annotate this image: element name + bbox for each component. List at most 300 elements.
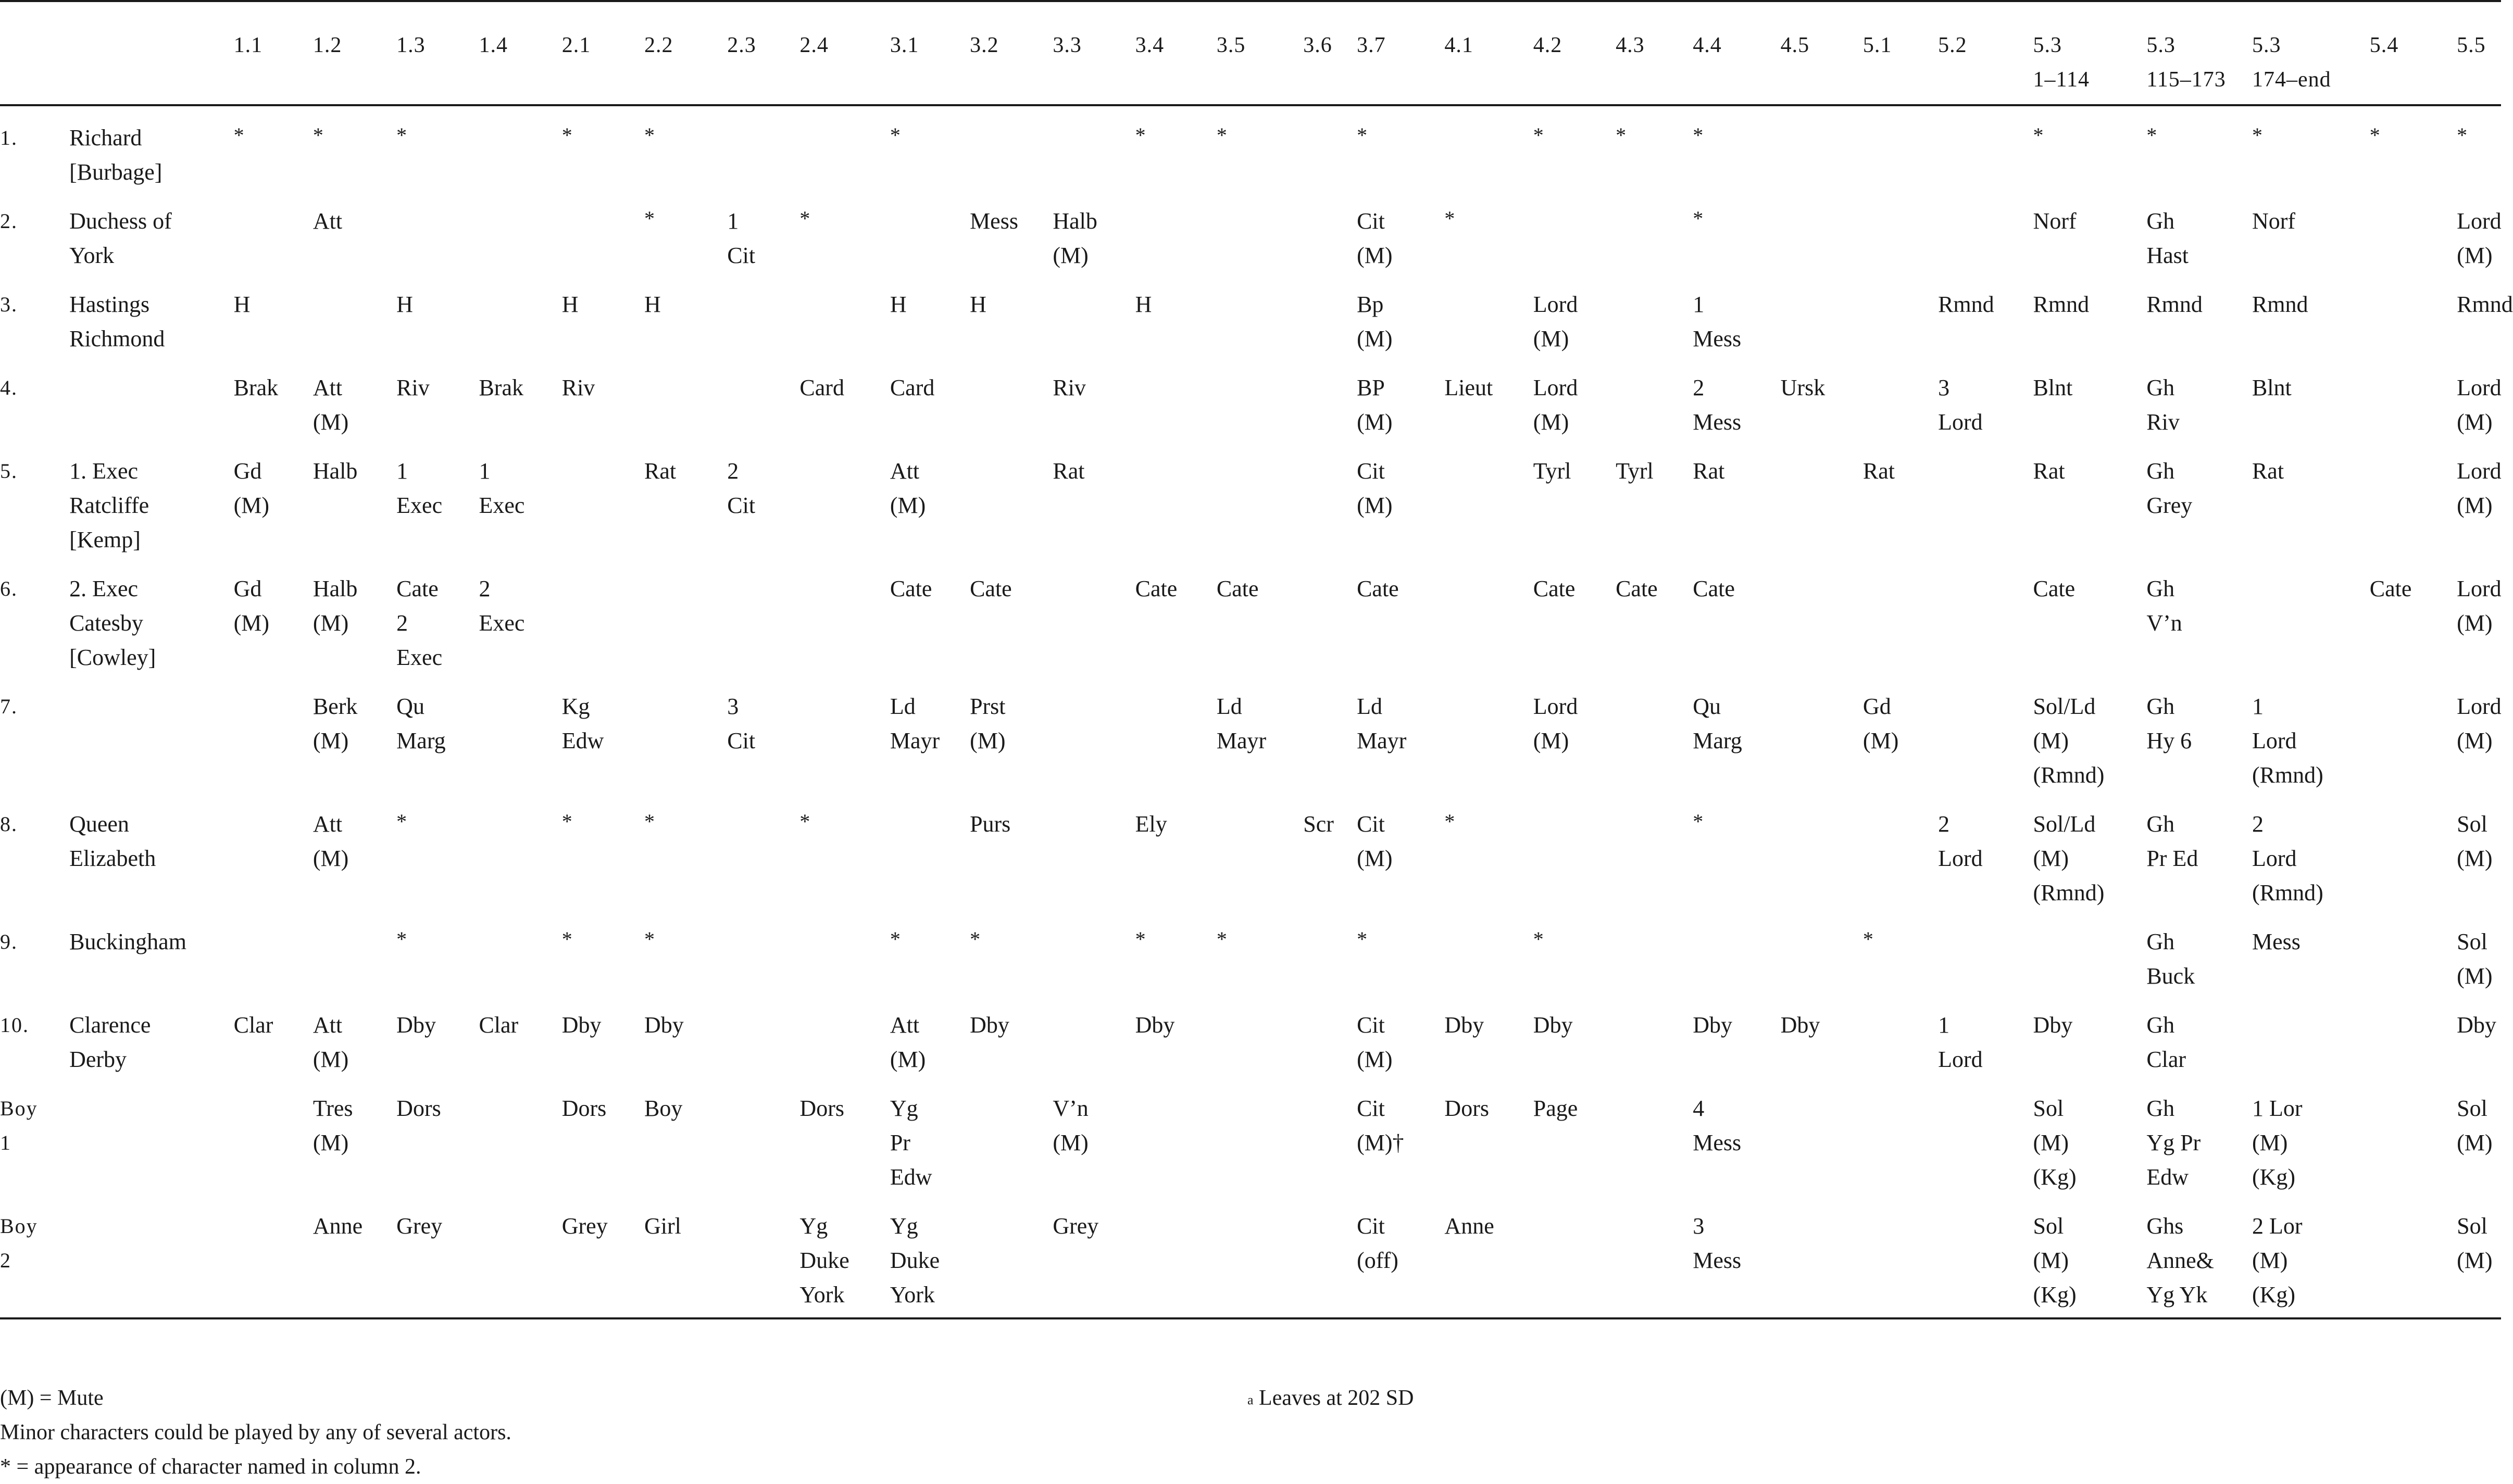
role-cell [1357,105,1444,190]
principal-role [69,190,234,273]
role-cell [1938,105,2033,190]
role-cell [2033,793,2147,910]
role-cell: Dors [561,1096,607,1121]
appearance-star: * [561,927,572,951]
role-cell: Grey [1053,1194,1135,1318]
appearance-star: * [644,123,655,147]
column-header: 1.4 [479,1,561,105]
role-cell: Rat [1053,458,1085,484]
cell-line: Edw [561,728,604,753]
footnote-mute: (M) = Mute [0,1386,104,1410]
appearance-star: * [396,123,407,147]
role-cell [727,356,799,439]
role-cell [1053,190,1135,273]
role-cell [1303,439,1357,557]
role-cell [1616,910,1693,993]
cell-line: (M) [312,409,349,435]
role-cell [479,675,561,793]
appearance-star: * [799,207,810,230]
cell-line: Lord [1938,409,1983,435]
cell-line: Att [312,811,343,837]
actor-number: 9. [0,930,18,953]
role-cell [2146,439,2252,557]
cell-line: Lord [2252,728,2297,753]
role-cell: Rat [644,458,677,484]
role-cell [727,557,799,675]
role-cell [1693,793,1780,910]
cell-line: 115–173 [2146,68,2226,92]
cell-line: Gh [2146,694,2175,719]
role-cell [2252,793,2370,910]
role-cell [1053,675,1135,793]
cell-line: Gh [2146,811,2175,837]
actor-number: 4. [0,376,18,399]
cell-line: Exec [396,645,443,670]
cell-line: Lord [1938,1047,1983,1072]
cell-line: Yg Pr [2146,1130,2201,1155]
cell-line: (M) [1357,243,1393,268]
cell-line: 2 [396,610,408,636]
cell-line: (Rmnd) [2033,880,2105,906]
role-cell [2252,1077,2370,1194]
role-cell: H [890,292,907,317]
role-cell [1444,273,1533,356]
appearance-star: * [970,927,981,951]
actor-number: 7. [0,695,18,718]
role-cell: Grey [562,1194,644,1318]
cell-line: Gd [233,458,262,484]
cell-line: Clarence [69,1012,151,1038]
cell-line: Gh [2146,208,2175,234]
role-cell [2146,557,2252,675]
appearance-star: * [644,810,655,833]
role-cell: Riv [561,375,595,400]
role-cell [562,439,644,557]
role-cell [2252,675,2370,793]
cell-line: Marg [1693,728,1742,753]
role-cell: Blnt [2033,375,2073,400]
cell-line: Sol [2457,1213,2487,1239]
cell-line: (M) [2457,1248,2493,1273]
role-cell [234,675,313,793]
column-header: 4.3 [1616,1,1693,105]
appearance-star: * [2457,123,2468,147]
role-cell: Halb [312,458,358,484]
scene-header-row [0,1,2501,105]
role-cell [1938,793,2033,910]
cell-line: Grey [2146,493,2193,518]
role-cell: Clar [479,1012,519,1038]
role-cell [1863,910,1938,993]
column-header: 3.3 [1053,1,1135,105]
role-cell [727,190,799,273]
actor-number: 6. [0,577,18,600]
appearance-star: * [2033,123,2044,147]
principal-role [69,1194,234,1318]
role-cell [313,1077,396,1194]
role-cell [562,557,644,675]
table-row [0,675,2501,793]
column-header: 3.4 [1135,1,1217,105]
appearance-star: * [890,927,901,951]
cell-line: Yg [799,1213,828,1239]
role-cell: Riv [1053,375,1086,400]
cell-line: Pr Ed [2146,846,2198,871]
column-header: 2.1 [562,1,644,105]
role-cell [1781,910,1863,993]
role-cell [1938,1194,2033,1318]
role-cell [1863,675,1938,793]
principal-role: Buckingham [69,929,186,954]
role-cell [1533,793,1616,910]
cell-line: (Rmnd) [2252,880,2323,906]
cell-line: (Kg) [2252,1164,2296,1190]
column-header: 5.5 [2457,1,2501,105]
cell-line: Qu [1693,694,1721,719]
column-header: 2.2 [644,1,727,105]
appearance-star: * [1135,123,1146,147]
cell-line: Lord [1533,694,1578,719]
role-cell [1863,993,1938,1077]
role-cell [727,1077,799,1194]
role-cell [1781,190,1863,273]
role-cell [727,105,799,190]
cell-line: Cit [1357,208,1385,234]
table-row [0,439,2501,557]
role-cell: Riv [396,375,430,400]
cell-line: Buck [2146,963,2195,989]
role-cell [1444,910,1533,993]
cell-line: Berk [312,694,358,719]
table-row [0,190,2501,273]
role-cell [1533,105,1616,190]
cell-line: Cate [396,576,439,601]
appearance-star: * [644,927,655,951]
cell-line: 3 [727,694,739,719]
cell-line: Lord [2457,576,2502,601]
cell-line: Halb [312,576,358,601]
cell-line: 174–end [2252,68,2331,92]
table-row [0,356,2501,439]
role-cell [562,793,644,910]
cell-line: Gh [2146,1096,2175,1121]
appearance-star: * [2146,123,2157,147]
principal-role [69,356,234,439]
cell-line: (M) [312,610,349,636]
role-cell: Dby [644,1012,684,1038]
role-cell [479,1077,561,1194]
role-cell [1616,993,1693,1077]
role-cell [644,910,727,993]
role-cell [1781,439,1863,557]
cell-line: (M) [1053,243,1089,268]
cell-line: Prst [970,694,1006,719]
role-cell [313,356,396,439]
appearance-star: * [1533,927,1544,951]
appearance-star: * [1693,123,1704,147]
role-cell [2370,793,2457,910]
column-header: 4.5 [1781,1,1863,105]
role-cell [1444,675,1533,793]
role-cell [2146,1194,2252,1318]
role-cell [1533,910,1616,993]
cell-line: Sol [2033,1213,2064,1239]
role-cell [970,1077,1053,1194]
column-header [69,1,234,105]
role-cell [479,910,561,993]
cell-line: Gh [2146,458,2175,484]
role-cell [727,1194,799,1318]
cell-line: Sol [2457,929,2487,954]
cell-line: Richmond [69,326,165,351]
table-row [0,105,2501,190]
role-cell [727,273,799,356]
cell-line: 1 [1693,292,1705,317]
appearance-star: * [890,123,901,147]
cell-line: Tres [312,1096,353,1121]
role-cell [890,910,970,993]
role-cell: Scr [1303,811,1334,837]
role-cell [2370,993,2457,1077]
role-cell: Dby [2033,1012,2073,1038]
role-cell [2146,675,2252,793]
role-cell [2370,910,2457,993]
role-cell [2146,993,2252,1077]
role-cell: H [1135,292,1152,317]
role-cell [396,910,479,993]
cell-line: 1 [479,458,491,484]
role-cell [2033,1077,2147,1194]
role-cell [644,557,727,675]
role-cell [2370,273,2457,356]
table-row [0,910,2501,993]
cell-line: 4 [1693,1096,1705,1121]
column-header: 1.3 [396,1,479,105]
cell-line: Clar [2146,1047,2186,1072]
role-cell [234,1194,313,1318]
cell-line: 2. Exec [69,576,139,601]
table-row [0,1077,2501,1194]
role-cell [2370,190,2457,273]
role-cell [1217,675,1303,793]
column-header [2252,1,2370,105]
column-header: 5.2 [1938,1,2033,105]
cell-line: Mayr [1216,728,1267,753]
role-cell: Cate [1135,576,1178,601]
appearance-star: * [1533,123,1544,147]
role-cell [1357,1194,1444,1318]
role-cell [1938,439,2033,557]
role-cell [1135,105,1217,190]
role-cell: Cate [2033,576,2076,601]
role-cell [1444,105,1533,190]
column-header: 4.4 [1693,1,1780,105]
table-row [0,273,2501,356]
role-cell [1863,105,1938,190]
role-cell: Rat [2252,458,2284,484]
cell-line: (M) [2457,963,2493,989]
role-cell [890,190,970,273]
role-cell [970,105,1053,190]
cell-line: Boy [0,1097,38,1120]
role-cell: Brak [233,375,279,400]
role-cell [1616,273,1693,356]
role-cell [1357,439,1444,557]
cell-line: Hastings [69,292,150,317]
role-cell [1938,910,2033,993]
role-cell [2457,439,2501,557]
role-cell [1863,1194,1938,1318]
role-cell [1303,910,1357,993]
role-cell: H [644,292,661,317]
role-cell [1863,356,1938,439]
role-cell [1693,1077,1780,1194]
role-cell [799,793,890,910]
appearance-star: * [1216,927,1227,951]
role-cell [1781,1077,1863,1194]
role-cell [799,273,890,356]
cell-line: Att [890,1012,920,1038]
role-cell: Clar [233,1012,273,1038]
role-cell [1217,793,1303,910]
principal-role [69,675,234,793]
role-cell [1303,356,1357,439]
role-cell: H [233,292,251,317]
footnote-marker: a [1247,1392,1254,1407]
role-cell: Mess [2252,929,2301,954]
column-header: 3.7 [1357,1,1444,105]
cell-line: (M) [2033,1248,2069,1273]
actor-number: 5. [0,459,18,483]
cell-line: Duke [890,1248,940,1273]
role-cell [1616,190,1693,273]
role-cell [1533,1194,1616,1318]
role-cell [2370,1077,2457,1194]
cell-line: (M) [1357,1047,1393,1072]
role-cell [1303,557,1357,675]
role-cell [1357,910,1444,993]
role-cell [1217,993,1303,1077]
cell-line: 2 [2252,811,2264,837]
role-cell: Cate [2369,576,2412,601]
role-cell [1053,993,1135,1077]
cell-line: (M) [2033,728,2069,753]
role-cell [1863,793,1938,910]
actor-number [0,1077,69,1194]
role-cell [1053,557,1135,675]
cell-line: Cit [1357,1096,1385,1121]
role-cell [396,557,479,675]
role-cell [2146,1077,2252,1194]
cell-line: 2 [479,576,491,601]
role-cell [2252,993,2370,1077]
role-cell [890,993,970,1077]
role-cell [479,557,561,675]
cell-line: Gh [2146,929,2175,954]
column-header: 2.3 [727,1,799,105]
column-header [2146,1,2252,105]
cell-line: (Kg) [2252,1282,2296,1307]
role-cell [1303,993,1357,1077]
role-cell [799,910,890,993]
cell-line: York [799,1282,845,1307]
role-cell: Dby [970,1012,1009,1038]
role-cell [890,1194,970,1318]
role-cell: Dby [2457,1012,2496,1038]
cell-line: (M) [2457,610,2493,636]
role-cell [2146,356,2252,439]
role-cell [799,557,890,675]
role-cell [1303,675,1357,793]
role-cell [2370,105,2457,190]
role-cell [562,105,644,190]
cell-line: Lord [2457,208,2502,234]
role-cell [1693,190,1780,273]
cell-line: (off) [1357,1248,1398,1273]
role-cell [1444,793,1533,910]
role-cell: Card [799,375,844,400]
appearance-star: * [2369,123,2380,147]
role-cell [2457,190,2501,273]
role-cell: Dors [799,1096,844,1121]
role-cell: Dors [1444,1096,1489,1121]
table-row [0,557,2501,675]
cell-line: York [890,1282,935,1307]
cell-line: (M) [890,1047,926,1072]
role-cell [562,910,644,993]
cell-line: Lord [2457,375,2502,400]
role-cell [2033,675,2147,793]
role-cell [313,993,396,1077]
appearance-star: * [1444,810,1455,833]
role-cell: Anne [1444,1194,1533,1318]
cell-line: Edw [2146,1164,2189,1190]
role-cell [1135,1077,1217,1194]
role-cell [2033,105,2147,190]
role-cell [1616,1194,1693,1318]
column-header [0,1,69,105]
principal-role [69,557,234,675]
cell-line: 2 [1938,811,1950,837]
role-cell [1781,273,1863,356]
cell-line: Exec [479,610,525,636]
cell-line: Gd [233,576,262,601]
role-cell [1533,675,1616,793]
appearance-star: * [2252,123,2262,147]
cell-line: Ld [1357,694,1382,719]
cell-line: Richard [69,125,142,150]
cell-line: Edw [890,1164,932,1190]
role-cell [2370,675,2457,793]
cell-line: V’n [2146,610,2182,636]
cell-line: (M) [1533,728,1569,753]
role-cell [1444,557,1533,675]
role-cell [234,105,313,190]
role-cell: H [970,292,986,317]
cell-line: Duchess of [69,208,172,234]
actor-number: 1. [0,126,18,149]
cell-line: Bp [1357,292,1384,317]
role-cell [1938,675,2033,793]
cell-line: Anne& [2146,1248,2214,1273]
role-cell: Rat [1693,458,1725,484]
role-cell [1863,273,1938,356]
role-cell: Dby [1533,1012,1573,1038]
appearance-star: * [1862,927,1873,951]
cell-line: Gd [1862,694,1891,719]
cell-line: 1–114 [2033,68,2090,92]
role-cell [799,1194,890,1318]
